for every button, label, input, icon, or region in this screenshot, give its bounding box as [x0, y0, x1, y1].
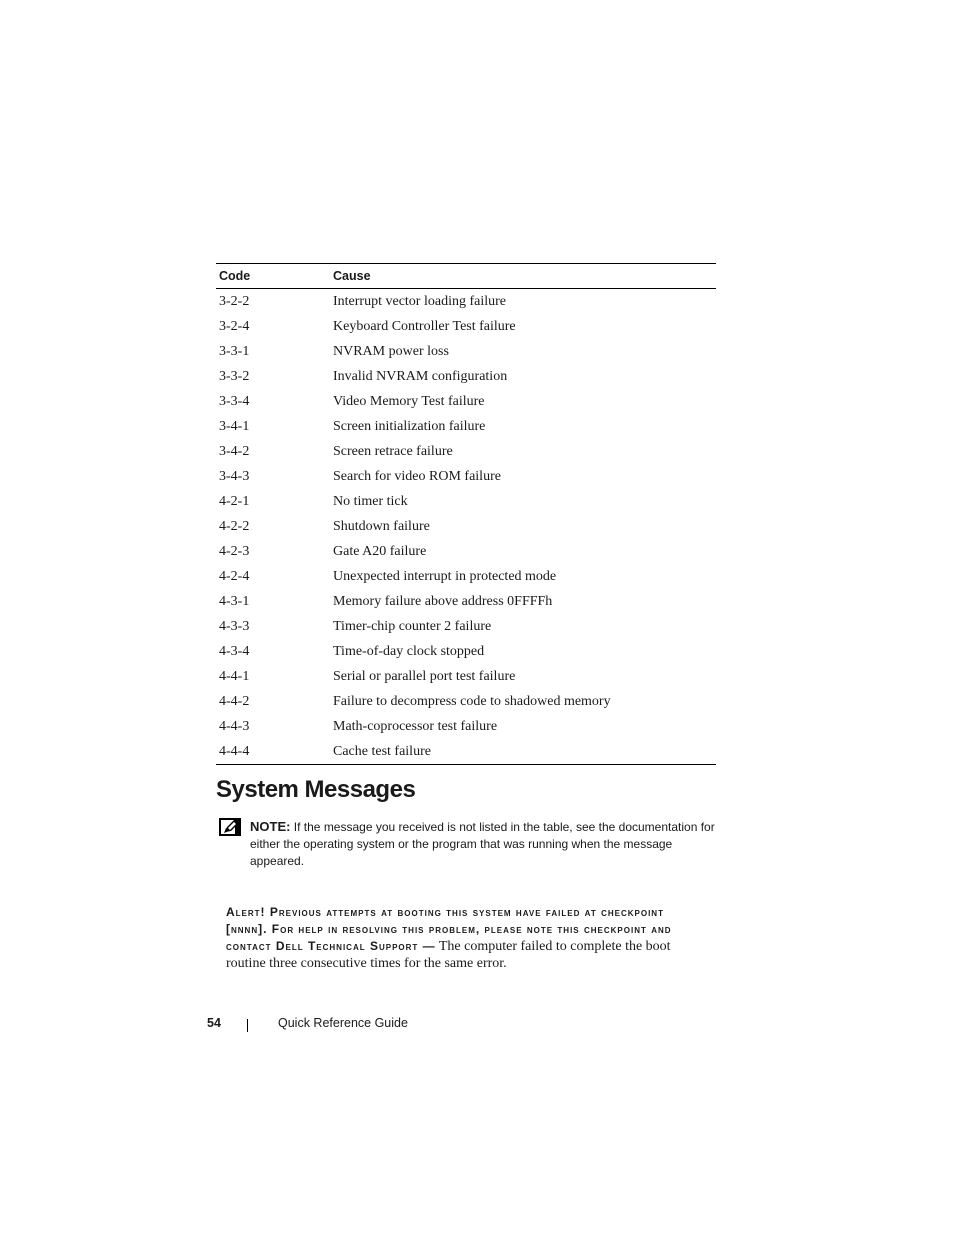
cell-cause: Interrupt vector loading failure: [333, 293, 506, 309]
cell-cause: Time-of-day clock stopped: [333, 643, 485, 659]
cell-cause: Screen initialization failure: [333, 418, 486, 434]
cell-code: 4-4-2: [219, 693, 250, 709]
table-row: [216, 489, 716, 514]
cell-cause: Math-coprocessor test failure: [333, 718, 498, 734]
cell-code: 3-3-4: [219, 393, 250, 409]
cell-cause: Gate A20 failure: [333, 543, 427, 559]
cell-cause: Search for video ROM failure: [333, 468, 501, 484]
guide-title: Quick Reference Guide: [278, 1016, 408, 1030]
alert-heading: Alert! Previous attempts at booting this system have failed at checkpoint [nnnn]. For help in resolving this problem, please note this checkpoint and contact Dell Technical Support —: [226, 905, 672, 953]
table-row: [216, 589, 716, 614]
note-text: If the message you received is not listed in the table, see the documentation for either the operating system or the program that was running when the message appeared.: [250, 820, 715, 868]
alert-body: The computer failed to complete the boot routine three consecutive times for the same error.: [226, 939, 671, 971]
column-header-code: Code: [216, 264, 330, 289]
table-header-row: [216, 264, 716, 289]
table-row: [216, 539, 716, 564]
cell-cause: Memory failure above address 0FFFFh: [333, 593, 553, 609]
cell-cause: Shutdown failure: [333, 518, 430, 534]
page-number: 54: [207, 1016, 221, 1030]
cell-code: 4-4-4: [216, 739, 330, 765]
cell-code: 4-2-1: [219, 493, 250, 509]
cell-code: 3-2-4: [219, 318, 250, 334]
cell-cause: Video Memory Test failure: [333, 393, 485, 409]
cell-code: 3-4-2: [219, 443, 250, 459]
beep-code-table: [216, 263, 716, 765]
note-label: NOTE:: [250, 819, 291, 834]
table-row: [216, 364, 716, 389]
table-row: [216, 289, 716, 315]
cell-code: 3-2-2: [219, 293, 250, 309]
table-row: [216, 514, 716, 539]
table-row: [216, 314, 716, 339]
table-row: [216, 739, 716, 765]
table-row: [216, 639, 716, 664]
note-block: [250, 818, 720, 870]
table-row: [216, 339, 716, 364]
table-row: [216, 614, 716, 639]
table-row: [216, 389, 716, 414]
cell-code: 4-3-1: [219, 593, 250, 609]
cell-code: 4-3-4: [219, 643, 250, 659]
note-pencil-icon: [219, 818, 241, 836]
table-row: [216, 439, 716, 464]
cell-code: 4-4-1: [219, 668, 250, 684]
cell-cause: Failure to decompress code to shadowed memory: [333, 693, 611, 709]
cell-code: 3-4-1: [219, 418, 250, 434]
section-title: System Messages: [216, 776, 416, 803]
cell-code: 3-3-2: [219, 368, 250, 384]
cell-code: 4-4-3: [219, 718, 250, 734]
cell-cause: Screen retrace failure: [333, 443, 453, 459]
cell-code: 3-3-1: [219, 343, 250, 359]
cell-cause: Timer-chip counter 2 failure: [333, 618, 492, 634]
table-row: [216, 564, 716, 589]
column-header-cause: Cause: [330, 264, 716, 289]
cell-cause: Keyboard Controller Test failure: [333, 318, 516, 334]
alert-message: [226, 904, 706, 972]
table-row: [216, 414, 716, 439]
cell-cause: NVRAM power loss: [333, 343, 449, 359]
cell-code: 3-4-3: [219, 468, 250, 484]
cell-code: 4-2-2: [219, 518, 250, 534]
table-row: [216, 464, 716, 489]
cell-cause: Serial or parallel port test failure: [333, 668, 516, 684]
table-row: [216, 714, 716, 739]
cell-code: 4-3-3: [219, 618, 250, 634]
cell-cause: No timer tick: [333, 493, 408, 509]
table-row: [216, 664, 716, 689]
cell-code: 4-2-4: [219, 568, 250, 584]
cell-cause: Invalid NVRAM configuration: [333, 368, 508, 384]
cell-cause: Cache test failure: [330, 739, 716, 765]
table-row: [216, 689, 716, 714]
footer-separator: [247, 1019, 248, 1032]
cell-code: 4-2-3: [219, 543, 250, 559]
beep-code-table-container: [216, 263, 716, 765]
cell-cause: Unexpected interrupt in protected mode: [333, 568, 557, 584]
